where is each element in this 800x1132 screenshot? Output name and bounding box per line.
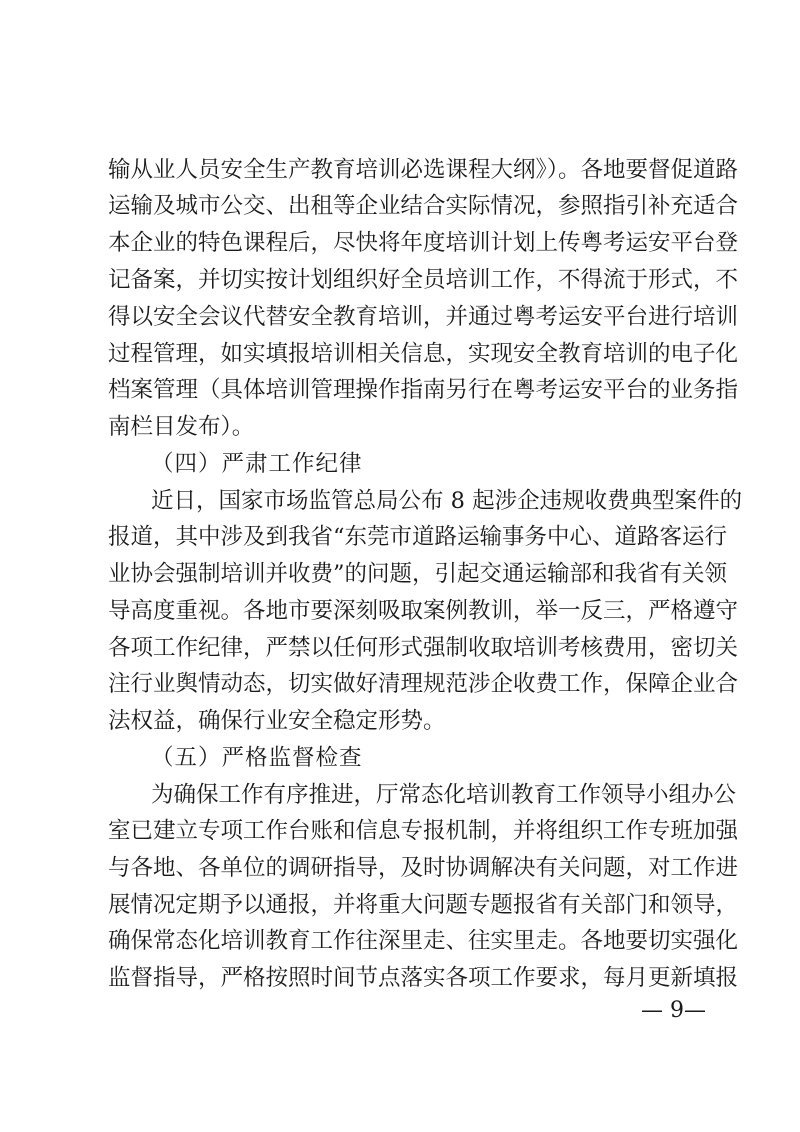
body-text-line: 为确保工作有序推进，厅常态化培训教育工作领导小组办公 <box>151 782 737 808</box>
body-text-line: 过程管理，如实填报培训相关信息，实现安全教育培训的电子化 <box>108 341 739 367</box>
body-text-line: 得以安全会议代替安全教育培训，并通过粤考运安平台进行培训 <box>108 304 739 330</box>
body-text-line: 记备案，并切实按计划组织好全员培训工作，不得流于形式，不 <box>108 267 739 293</box>
body-text-line: 本企业的特色课程后，尽快将年度培训计划上传粤考运安平台登 <box>108 230 739 256</box>
body-text-line: 导高度重视。各地市要深刻吸取案例教训，举一反三，严格遵守 <box>108 598 739 624</box>
body-text-line: 输从业人员安全生产教育培训必选课程大纲》）。各地要督促道路 <box>108 157 739 183</box>
body-text-line: 各项工作纪律，严禁以任何形式强制收取培训考核费用，密切关 <box>108 635 739 661</box>
body-text-line: 法权益，确保行业安全稳定形势。 <box>108 708 446 734</box>
body-text-line: 展情况定期予以通报，并将重大问题专题报省有关部门和领导， <box>108 892 739 918</box>
body-text-line: 确保常态化培训教育工作往深里走、往实里走。各地要切实强化 <box>108 928 739 954</box>
body-text-line: 业协会强制培训并收费”的问题，引起交通运输部和我省有关领 <box>108 561 728 587</box>
body-text-line: 档案管理（具体培训管理操作指南另行在粤考运安平台的业务指 <box>108 377 739 403</box>
body-text-line: 与各地、各单位的调研指导，及时协调解决有关问题，对工作进 <box>108 855 739 881</box>
page-number: — 9— <box>641 998 706 1023</box>
body-text-line: 运输及城市公交、出租等企业结合实际情况，参照指引补充适合 <box>108 193 739 219</box>
body-text-line: 监督指导，严格按照时间节点落实各项工作要求，每月更新填报 <box>108 965 739 991</box>
body-text-line: 报道，其中涉及到我省“东莞市道路运输事务中心、道路客运行 <box>108 524 728 550</box>
body-text-line: 南栏目发布）。 <box>108 414 255 440</box>
section-heading-5: （五）严格监督检查 <box>151 745 363 771</box>
body-text-line: 注行业舆情动态，切实做好清理规范涉企收费工作，保障企业合 <box>108 671 739 697</box>
section-heading-4: （四）严肃工作纪律 <box>151 451 363 477</box>
body-text-line: 近日，国家市场监管总局公布 8 起涉企违规收费典型案件的 <box>151 488 743 514</box>
body-text-line: 室已建立专项工作台账和信息专报机制，并将组织工作专班加强 <box>108 818 739 844</box>
